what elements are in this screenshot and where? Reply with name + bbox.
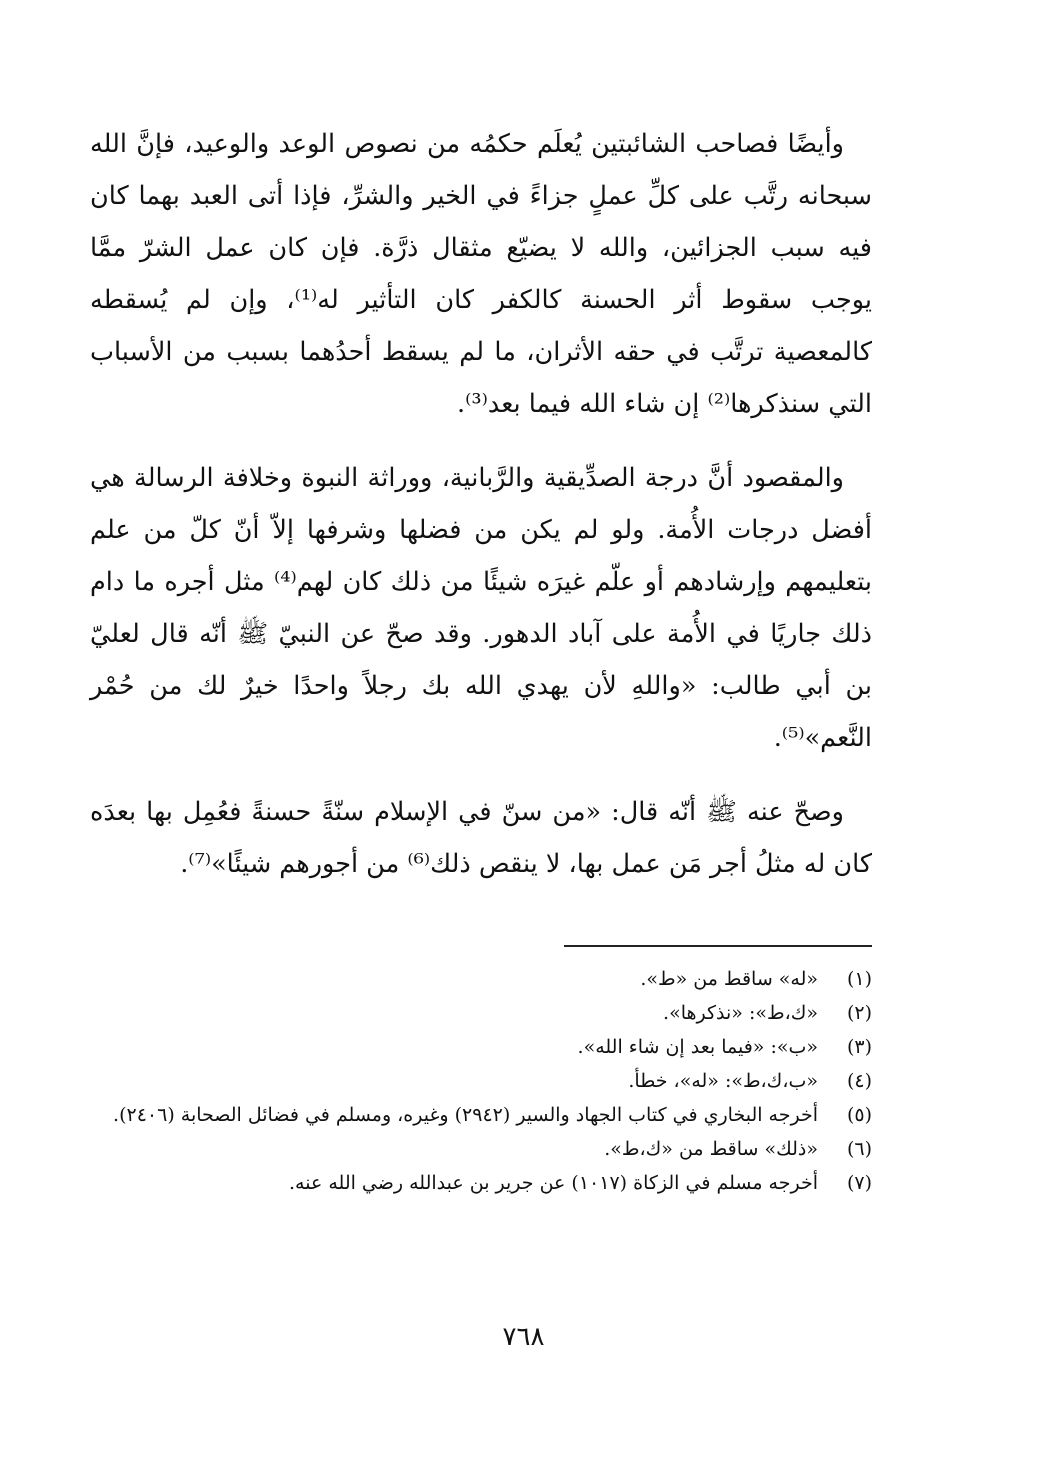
footnote-number: (١) [846, 968, 872, 990]
footnote-number: (٧) [846, 1172, 872, 1194]
footnote-3 [82, 1030, 872, 1064]
footnote-number: (٦) [846, 1138, 872, 1160]
footnote-6 [82, 1132, 872, 1166]
footnote-divider [564, 945, 872, 947]
paragraph-2: والمقصود أنَّ درجة الصدِّيقية والرَّبانية، ووراثة النبوة وخلافة الرسالة هي أفضل درجات الأُمة. ولو لم يكن من فضلها وشرفها إلاّ أنّ كلّ من علم بتعليمهم وإرشادهم أو علّم غيرَه شيئًا من ذلك كان لهم⁽⁴⁾ مثل أجره ما دام ذلك جاريًا في الأُمة على آباد الدهور. وقد صحّ عن النبيّ ﷺ أنّه قال لعليّ بن أبي طالب: «واللهِ لأن يهدي الله بك رجلاً واحدًا خيرٌ لك من حُمْر النَّعم»⁽⁵⁾. [90, 463, 872, 753]
footnote-text: «له» ساقط من «ط». [640, 968, 818, 990]
footnote-4 [82, 1064, 872, 1098]
paragraph-3: وصحّ عنه ﷺ أنّه قال: «من سنّ في الإسلام سنّةً حسنةً فعُمِل بها بعدَه كان له مثلُ أجر مَن عمل بها، لا ينقص ذلك⁽⁶⁾ من أجورهم شيئًا»⁽⁷⁾. [90, 797, 872, 879]
paragraph-1: وأيضًا فصاحب الشائبتين يُعلَم حكمُه من نصوص الوعد والوعيد، فإنَّ الله سبحانه رتَّب على كلِّ عملٍ جزاءً في الخير والشرِّ، فإذا أتى العبد بهما كان فيه سبب الجزائين، والله لا يضيّع مثقال ذرَّة. فإن كان عمل الشرّ ممَّا يوجب سقوط أثر الحسنة كالكفر كان التأثير له⁽¹⁾، وإن لم يُسقطه كالمعصية ترتَّب في حقه الأثران، ما لم يسقط أحدُهما بسبب من الأسباب التي سنذكرها⁽²⁾ إن شاء الله فيما بعد⁽³⁾. [90, 129, 872, 419]
footnote-2 [82, 996, 872, 1030]
footnote-7 [82, 1166, 872, 1200]
footnote-1 [82, 962, 872, 996]
footnote-number: (٣) [846, 1036, 872, 1058]
main-text [90, 118, 872, 912]
footnote-text: أخرجه مسلم في الزكاة (١٠١٧) عن جرير بن عبدالله رضي الله عنه. [289, 1172, 818, 1194]
footnote-number: (٢) [846, 1002, 872, 1024]
footnote-text: أخرجه البخاري في كتاب الجهاد والسير (٢٩٤٢) وغيره، ومسلم في فضائل الصحابة (٢٤٠٦). [113, 1104, 818, 1126]
page-number: ٧٦٨ [502, 1322, 545, 1352]
footnote-text: «ك،ط»: «نذكرها». [663, 1002, 818, 1024]
footnote-text: «ب،ك،ط»: «له»، خطأ. [628, 1070, 818, 1092]
footnote-number: (٥) [846, 1104, 872, 1126]
footnote-5 [82, 1098, 872, 1132]
footnote-number: (٤) [846, 1070, 872, 1092]
footnotes [82, 962, 872, 1200]
footnote-text: «ب»: «فيما بعد إن شاء الله». [577, 1036, 818, 1058]
footnote-text: «ذلك» ساقط من «ك،ط». [604, 1138, 818, 1160]
